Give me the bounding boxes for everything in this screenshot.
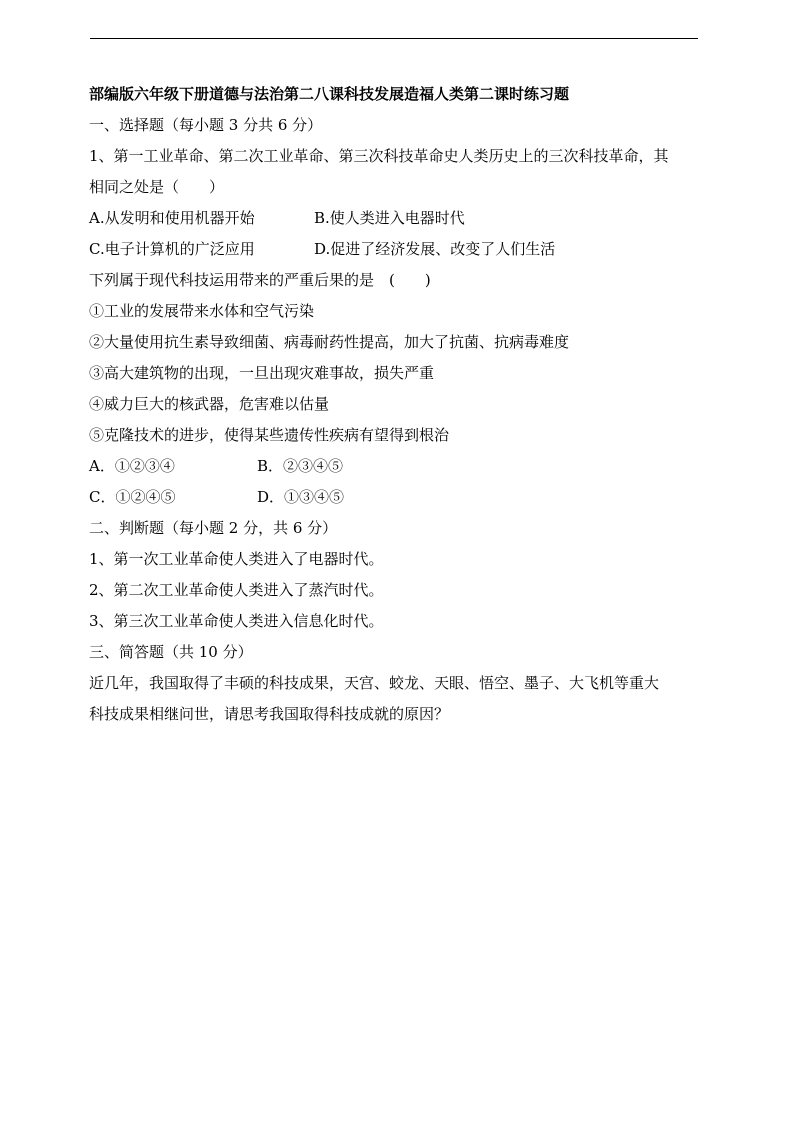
question-2-options-row-1 xyxy=(89,451,711,482)
judgement-item-1: 1、第一次工业革命使人类进入了电器时代。 xyxy=(89,550,384,568)
question-1-stem-line-1: 1、第一工业革命、第二次工业革命、第三次科技革命史人类历史上的三次科技革命，其 xyxy=(89,147,669,165)
question-2-item-4: ④威力巨大的核武器，危害难以估量 xyxy=(89,395,330,413)
section-heading-choice: 一、选择题（每小题 3 分共 6 分） xyxy=(89,116,323,134)
question-1-options-row-1 xyxy=(89,203,711,234)
question-1-stem-line-2: 相同之处是（ ） xyxy=(89,178,225,196)
question-2-item-5: ⑤克隆技术的进步，使得某些遗传性疾病有望得到根治 xyxy=(89,426,450,444)
question-2-item-2: ②大量使用抗生素导致细菌、病毒耐药性提高，加大了抗菌、抗病毒难度 xyxy=(89,333,570,351)
document-title: 部编版六年级下册道德与法治第二八课科技发展造福人类第二课时练习题 xyxy=(89,85,570,103)
question-2-option-b: B．②③④⑤ xyxy=(257,457,344,475)
question-2-item-1: ①工业的发展带来水体和空气污染 xyxy=(89,302,315,320)
question-1-option-c: C.电子计算机的广泛应用 xyxy=(89,240,255,258)
question-2-option-a: A．①②③④ xyxy=(89,457,175,475)
question-2-option-c: C．①②④⑤ xyxy=(89,488,176,506)
question-1-option-a: A.从发明和使用机器开始 xyxy=(89,209,255,227)
question-2-item-3: ③高大建筑物的出现，一旦出现灾难事故，损失严重 xyxy=(89,364,435,382)
question-1-option-b: B.使人类进入电器时代 xyxy=(314,209,465,227)
judgement-item-2: 2、第二次工业革命使人类进入了蒸汽时代。 xyxy=(89,581,384,599)
question-2-option-d: D．①③④⑤ xyxy=(257,488,345,506)
question-2-stem: 下列属于现代科技运用带来的严重后果的是 ( ) xyxy=(89,271,431,289)
header-rule xyxy=(90,38,698,39)
question-2-options-row-2 xyxy=(89,482,711,513)
question-1-option-d: D.促进了经济发展、改变了人们生活 xyxy=(314,240,556,258)
section-heading-judgement: 二、判断题（每小题 2 分，共 6 分） xyxy=(89,519,338,537)
short-answer-question-line-1: 近几年，我国取得了丰硕的科技成果，天宫、蛟龙、天眼、悟空、墨子、大飞机等重大 xyxy=(89,674,660,692)
short-answer-question-line-2: 科技成果相继问世，请思考我国取得科技成就的原因？ xyxy=(89,705,450,723)
question-1-options-row-2 xyxy=(89,234,711,265)
judgement-item-3: 3、第三次工业革命使人类进入信息化时代。 xyxy=(89,612,384,630)
section-heading-short-answer: 三、简答题（共 10 分） xyxy=(89,643,253,661)
document-body xyxy=(89,79,711,730)
